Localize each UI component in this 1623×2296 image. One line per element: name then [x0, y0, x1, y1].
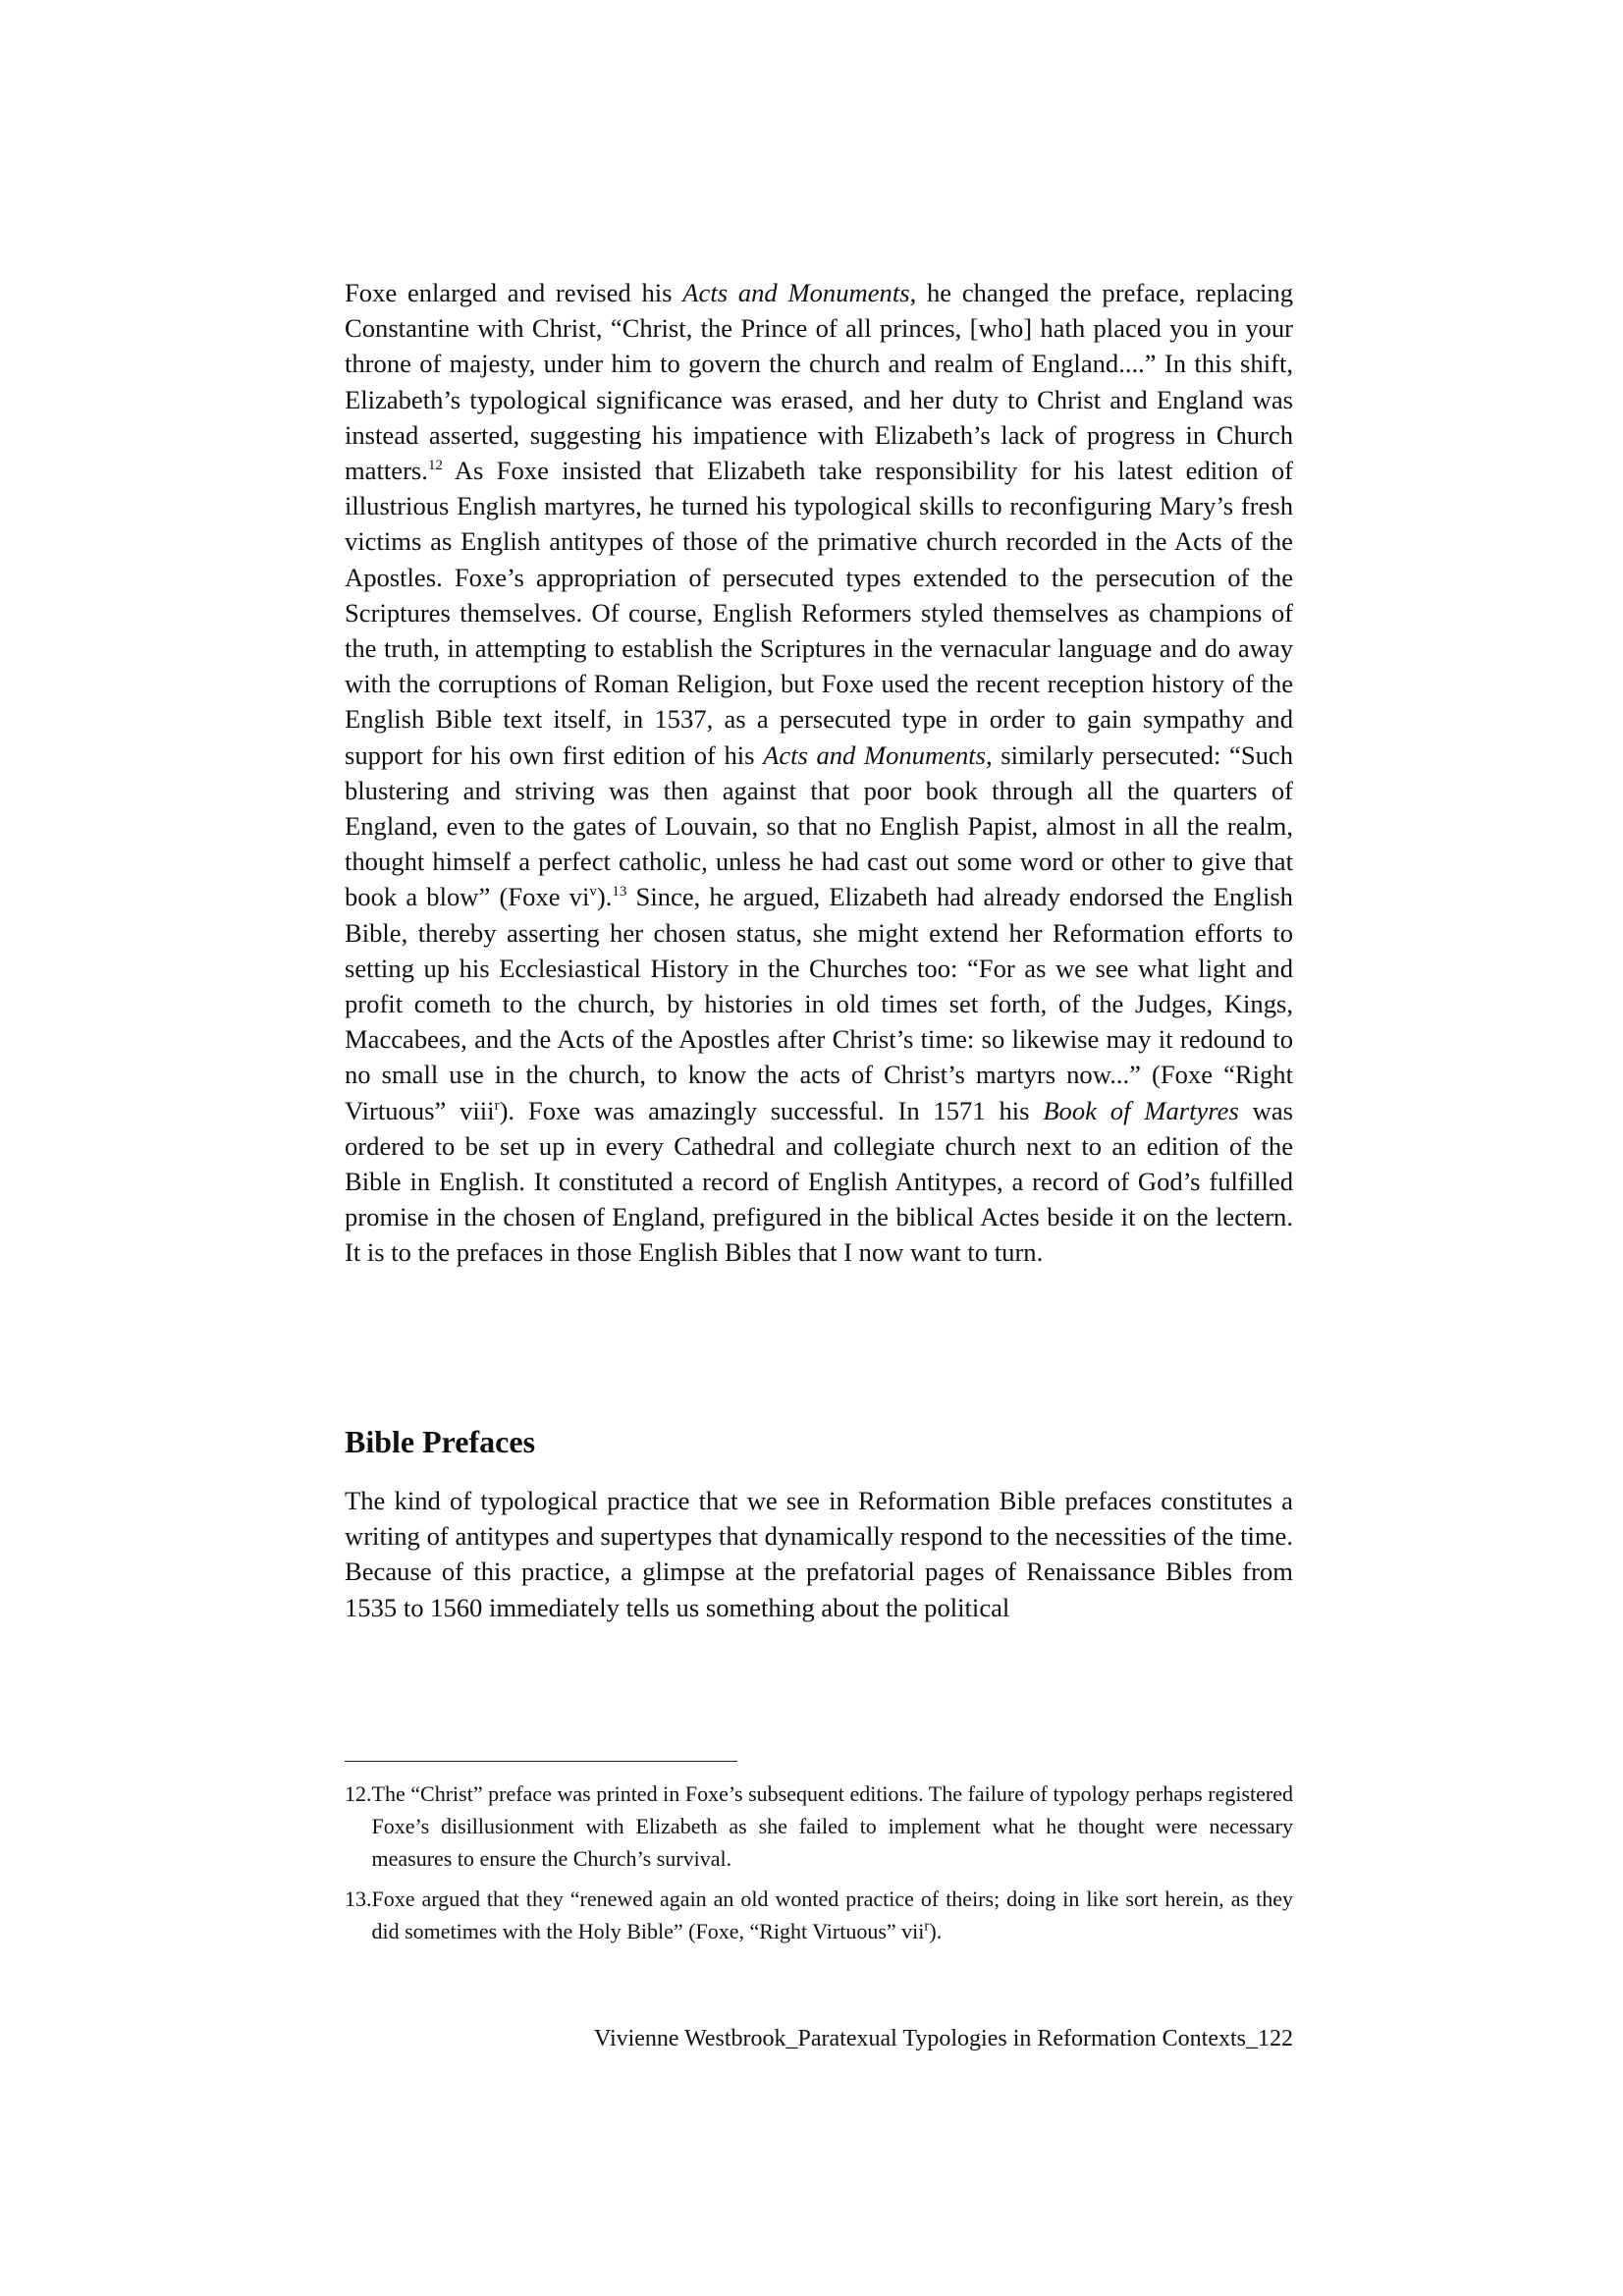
footnote-number: 12. — [345, 1781, 372, 1806]
superscript-recto: r — [924, 1918, 930, 1935]
footnote-12 — [345, 1777, 1293, 1875]
body-text-segment: As Foxe insisted that Elizabeth take responsibility for his latest edition of illustrious English martyres, he turned his typological skills to reconfiguring Mary’s fresh victims as English antitypes of those of the primative church recorded in the Acts of the Apostles. Foxe’s appropriation of persecuted types extended to the persecution of the Scriptures themselves. Of course, English Reformers styled themselves as champions of the truth, in attempting to establish the Scriptures in the vernacular language and do away with the corruptions of Roman Religion, but Foxe used the recent reception history of the English Bible text itself, in 1537, as a persecuted type in order to gain sympathy and support for his own first edition of his — [345, 456, 1293, 770]
superscript-verso: v — [589, 884, 597, 901]
italic-title-book-of-martyres: Book of Martyres — [1043, 1095, 1239, 1125]
body-text-segment: Foxe enlarged and revised his — [345, 278, 683, 307]
footnote-reference-13[interactable]: 13 — [612, 884, 627, 901]
footnote-13 — [345, 1883, 1293, 1947]
body-paragraph — [345, 275, 1293, 1271]
body-text-segment: , similarly persecuted: “Such blustering and striving was then against that poor book through all the quarters of England, even to the gates of Louvain, so that no English Papist, almost in all the realm, thought himself a perfect catholic, unless he had cast out some word or other to give that book a blow” (Foxe vi — [345, 739, 1294, 912]
footnote-list — [345, 1777, 1293, 1955]
superscript-recto: r — [494, 1097, 500, 1114]
italic-title-acts-and-monuments: Acts and Monuments — [763, 739, 987, 770]
footnote-text — [372, 1883, 1294, 1947]
body-text-segment: , he changed the preface, replacing Constantine with Christ, “Christ, the Prince of all princes, [who] hath placed you in your throne of majesty, under him to govern the church and realm of England....” In this shift, Elizabeth’s typological significance was erased, and her duty to Christ and England was instead asserted, suggesting his impatience with Elizabeth’s lack of progress in Church matters. — [345, 278, 1293, 486]
footnote-text: The “Christ” preface was printed in Foxe’s subsequent editions. The failure of typology perhaps registered Foxe’s disillusionment with Elizabeth as she failed to implement what he thought were necessary measures to ensure the Church’s survival. — [371, 1781, 1293, 1871]
body-text-segment: ). — [596, 882, 613, 912]
footnote-divider — [345, 1761, 737, 1762]
section-paragraph: The kind of typological practice that we see in Reformation Bible prefaces constitutes a writing of antitypes and supertypes that dynamically respond to the necessities of the time. Because of this practice, a glimpse at the prefatorial pages of Renaissance Bibles from 1535 to 1560 immediately tells us something about the political — [345, 1486, 1293, 1622]
footnote-reference-12[interactable]: 12 — [427, 458, 443, 474]
body-text-segment: ). Foxe was amazingly successful. In 1571 his — [499, 1095, 1044, 1125]
footnote-text-segment: Foxe argued that they “renewed again an old wonted practice of theirs; doing in like sort herein, as they did sometimes with the Holy Bible” (Foxe, “Right Virtuous” vii — [371, 1886, 1293, 1943]
section-heading: Bible Prefaces — [345, 1424, 536, 1459]
running-footer: Vivienne Westbrook_Paratexual Typologies in Reformation Contexts_122 — [594, 2026, 1293, 2051]
footnote-text-segment: ). — [929, 1919, 943, 1943]
footnote-number: 13. — [345, 1886, 372, 1911]
body-text-segment: Since, he argued, Elizabeth had already endorsed the English Bible, thereby asserting her chosen status, she might extend her Reformation efforts to setting up his Ecclesiastical History in the Churches too: “For as we see what light and profit cometh to the church, by histories in old times set forth, of the Judges, Kings, Maccabees, and the Acts of the Apostles after Christ’s time: so likewise may it redound to no small use in the church, to know the acts of Christ’s martyrs now...” (Foxe “Right Virtuous” viii — [345, 882, 1293, 1125]
italic-title-acts-and-monuments: Acts and Monuments — [682, 278, 910, 307]
body-text-segment: was ordered to be set up in every Cathedral and collegiate church next to an edition of the Bible in English. It constituted a record of English Antitypes, a record of God’s fulfilled promise in the chosen of England, prefigured in the biblical Actes beside it on the lectern. It is to the prefaces in those English Bibles that I now want to turn. — [345, 1095, 1293, 1268]
